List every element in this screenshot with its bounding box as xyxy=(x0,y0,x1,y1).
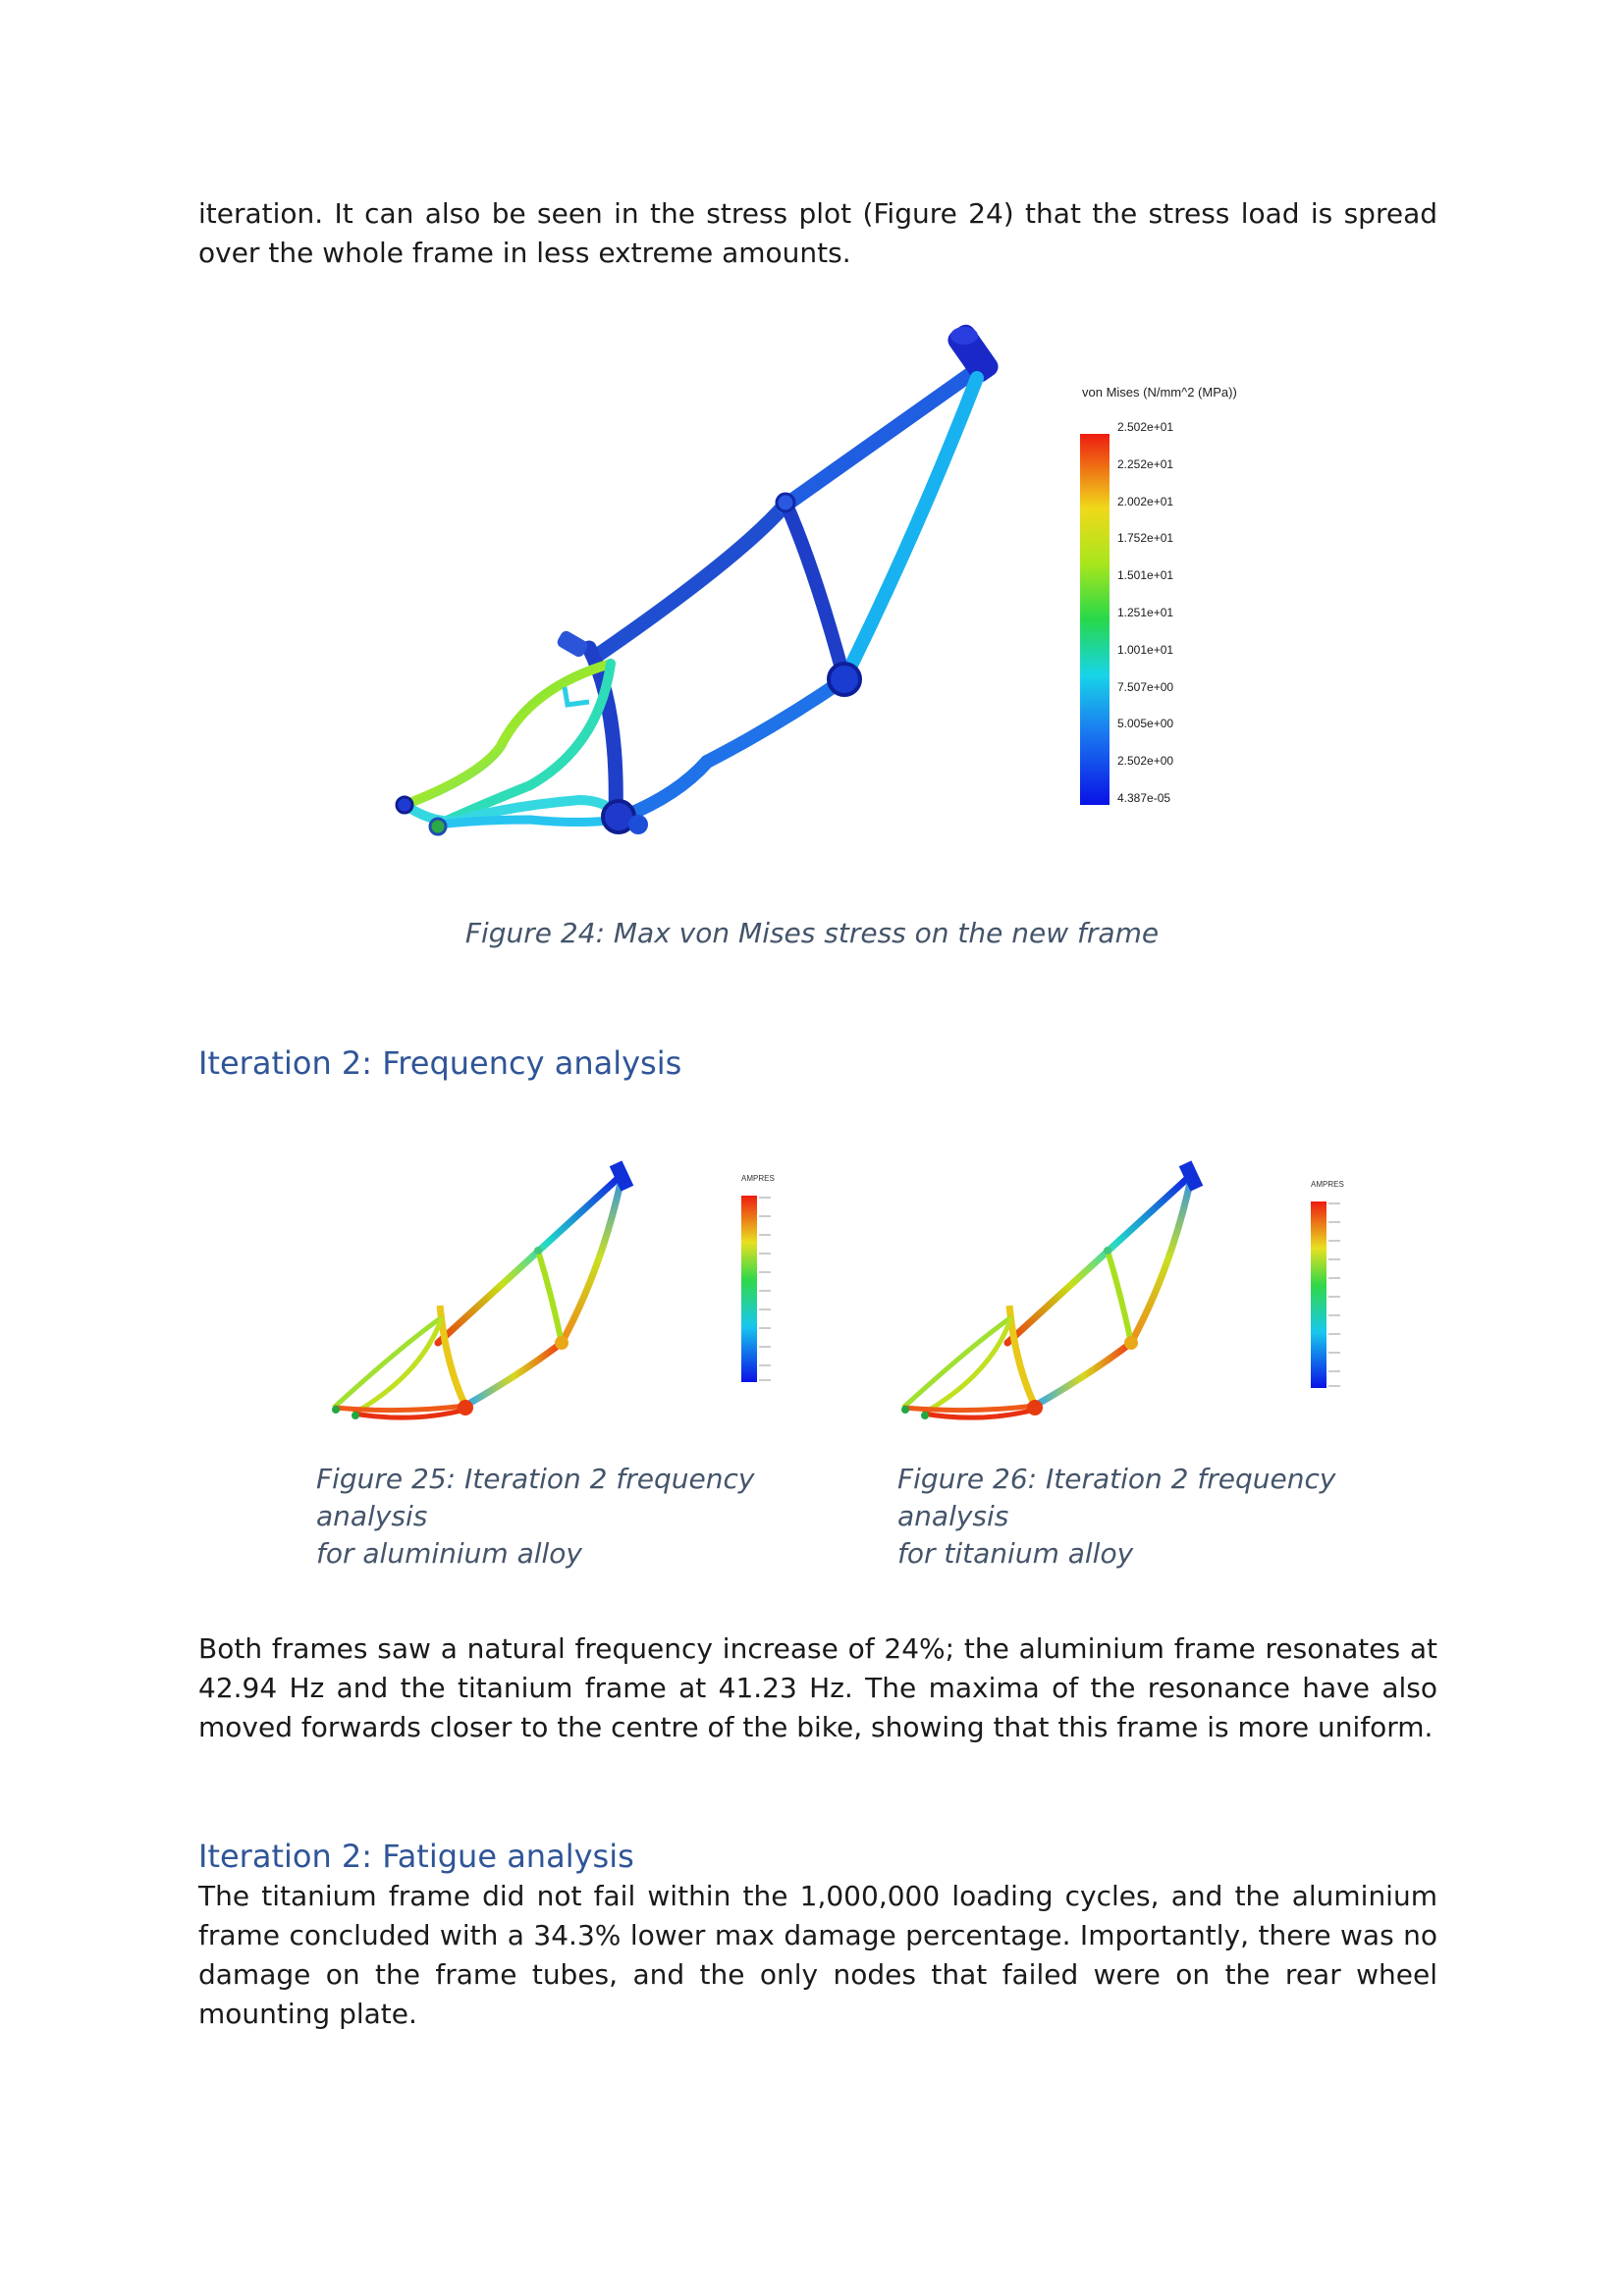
stress-colorbar xyxy=(1080,434,1110,805)
frequency-heading: Iteration 2: Frequency analysis xyxy=(198,1044,682,1082)
figure-25-caption-line1: Figure 25: Iteration 2 frequency analysis xyxy=(316,1463,755,1532)
figure-24-caption: Figure 24: Max von Mises stress on the new frame xyxy=(464,917,1160,949)
frequency-colorbar xyxy=(741,1196,757,1382)
legend-title: AMPRES xyxy=(741,1174,775,1183)
colorbar-tick-marks xyxy=(759,1198,771,1380)
legend-title: AMPRES xyxy=(1311,1180,1344,1189)
legend-ticks xyxy=(1117,420,1173,828)
frequency-paragraph: Both frames saw a natural frequency increase of 24%; the aluminium frame resonates at 42.94 Hz and the titanium frame at 41.23 Hz. The maxima of the resonance have also moved forwards closer to the centre of the bike, showing that this frame is more uniform. xyxy=(198,1632,1437,1743)
legend-tick: 2.002e+01 xyxy=(1117,494,1174,508)
legend-tick: 1.501e+01 xyxy=(1117,568,1174,583)
legend-tick: 1.251e+01 xyxy=(1117,605,1174,619)
figure-26-caption-line1: Figure 26: Iteration 2 frequency analysis xyxy=(897,1463,1336,1532)
fatigue-heading: Iteration 2: Fatigue analysis xyxy=(198,1838,634,1875)
intro-paragraph: iteration. It can also be seen in the stress plot (Figure 24) that the stress load is spread over the whole frame in less extreme amounts. xyxy=(198,197,1437,269)
frequency-colorbar xyxy=(1311,1201,1326,1388)
frame-frequency-render-aluminium xyxy=(324,1148,835,1453)
frame-frequency-render-titanium xyxy=(893,1148,1404,1453)
fatigue-paragraph: The titanium frame did not fail within the 1,000,000 loading cycles, and the aluminium frame concluded with a 34.3% lower max damage percentage. Importantly, there was no damage on the frame tubes, and the only nodes that failed were on the rear wheel mounting plate. xyxy=(198,1880,1437,2030)
figure-26-caption xyxy=(897,1461,1447,1573)
legend-tick: 7.507e+00 xyxy=(1117,679,1174,694)
legend-title: von Mises (N/mm^2 (MPa)) xyxy=(1082,385,1237,400)
colorbar-tick-marks xyxy=(1328,1203,1340,1386)
legend-tick: 1.752e+01 xyxy=(1117,531,1174,546)
figure-26-frequency-titanium xyxy=(893,1148,1404,1453)
figure-24-stress-plot xyxy=(383,314,1267,864)
legend-tick: 1.001e+01 xyxy=(1117,642,1174,657)
legend-tick: 5.005e+00 xyxy=(1117,717,1174,731)
legend-tick: 2.252e+01 xyxy=(1117,456,1174,471)
figure-26-caption-line2: for titanium alloy xyxy=(897,1537,1134,1570)
figure-25-frequency-aluminium xyxy=(324,1148,835,1453)
legend-tick: 2.502e+00 xyxy=(1117,754,1174,769)
figure-25-caption xyxy=(316,1461,866,1573)
legend-tick: 2.502e+01 xyxy=(1117,420,1174,434)
legend-tick: 4.387e-05 xyxy=(1117,790,1171,805)
figure-25-caption-line2: for aluminium alloy xyxy=(316,1537,583,1570)
